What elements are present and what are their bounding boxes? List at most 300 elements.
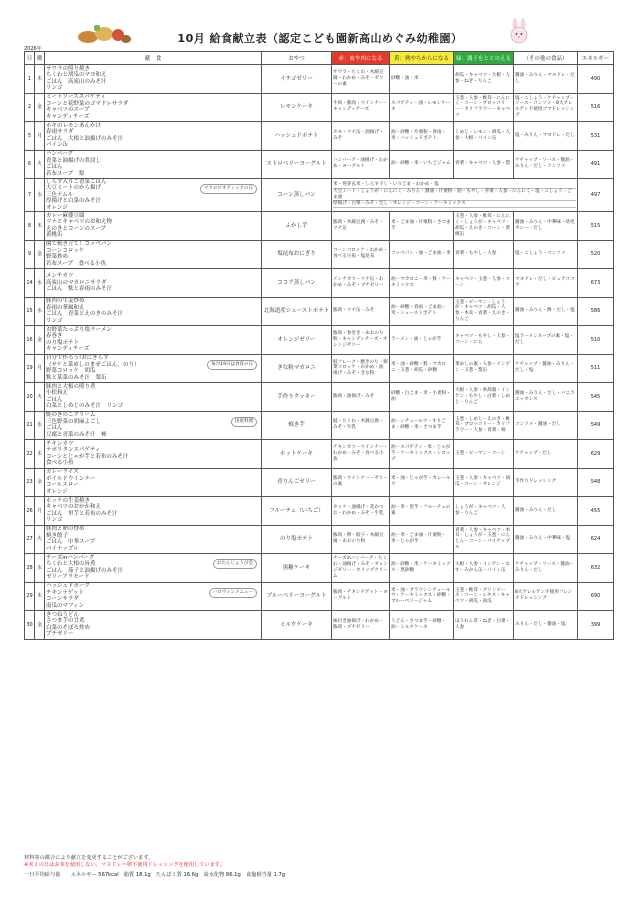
day-cell: 26 [25, 497, 35, 526]
weekday-cell: 水 [35, 179, 45, 212]
menu-item: 三色ナムル [46, 191, 74, 198]
event-badge: おたんじょうび会 [213, 559, 257, 569]
table-row [25, 240, 614, 269]
table-row [25, 440, 614, 469]
menu-cell [45, 383, 262, 412]
menu-item: ホキのレモンあんかけ [46, 122, 102, 129]
red-food-cell: コーンコロッケ・わかめ・食べる小魚・塩昆布 [332, 240, 390, 269]
table-row [25, 65, 614, 94]
menu-item: ごはん [46, 425, 63, 432]
header-other: （その他の食品） [514, 52, 578, 65]
header-weekday: 曜 [35, 52, 45, 65]
snack-cell: オレンジゼリー [262, 326, 332, 355]
header-day: 日 [25, 52, 35, 65]
menu-item: ごはん 麩と春雨のみそ汁 [46, 285, 113, 292]
menu-item: コーンコロッケ [46, 247, 85, 254]
menu-item: カレー麻婆豆腐 [46, 212, 85, 219]
green-food-cell: 大根・人参・インゲン・なす・みかん缶・パイン缶 [454, 554, 514, 583]
ingredients-merged-cell [332, 179, 578, 212]
weekday-cell: 火 [35, 150, 45, 179]
menu-cell [45, 611, 262, 640]
weekday-cell: 金 [35, 468, 45, 497]
day-cell: 22 [25, 440, 35, 469]
table-row [25, 525, 614, 554]
red-food-cell: 豚肉・油揚げ・みそ [332, 383, 390, 412]
menu-item: 自分で作ろう!おにぎらず [46, 355, 109, 362]
weekday-cell: 金 [35, 93, 45, 122]
day-cell: 1 [25, 65, 35, 94]
menu-item: コーンと花野菜のゴマドレサラダ [46, 100, 129, 107]
ingredient-line: 大豆ミート・しょうが・にんにく・みりん・醤油・片栗粉・油・もやし・青菜・人参・にんにく・塩・こしょう・ごま油 [333, 189, 576, 202]
snack-cell: イチゴゼリー [262, 65, 332, 94]
weekday-cell: 月 [35, 497, 45, 526]
menu-item: 春雨の華風和え [46, 304, 85, 311]
header-yellow: 黄：熱やちからになる [390, 52, 454, 65]
menu-item: ゼリーアラモード [46, 574, 90, 581]
red-food-cell: 鮭フレーク・焼きのり・野菜コロッケ・わかめ・油揚げ・みそ・きな粉 [332, 354, 390, 383]
menu-item: ごはん 里芋と若布のみそ汁 [46, 510, 118, 517]
red-food-cell: 味付き油揚げ・わかめ・豚肉・プチゼリー [332, 611, 390, 640]
menu-item: 三色野菜の胡麻よごし [46, 418, 102, 425]
day-cell: 16 [25, 326, 35, 355]
table-row [25, 326, 614, 355]
green-food-cell: 胡瓜・キャベツ・大根・人参・ねぎ・りんご [454, 65, 514, 94]
yellow-food-cell: 油・米・ごま油・片栗粉・米・じゃが芋 [390, 525, 454, 554]
day-cell: 20 [25, 383, 35, 412]
menu-cell [45, 150, 262, 179]
menu-item: 黄桃缶 [46, 232, 63, 239]
day-cell: 8 [25, 212, 35, 241]
energy-cell: 531 [578, 122, 614, 151]
menu-item: チーズinハンバーグ [46, 554, 95, 561]
menu-item: メンチカツ [46, 273, 74, 280]
menu-item: 麩と某菜のみそ汁 梨缶 [46, 374, 107, 381]
weekday-cell: 火 [35, 383, 45, 412]
menu-cell [45, 65, 262, 94]
energy-cell: 548 [578, 468, 614, 497]
snack-cell: ハッシュドポテト [262, 122, 332, 151]
table-row [25, 179, 614, 212]
day-cell: 6 [25, 150, 35, 179]
snack-cell: 黒糖ケーキ [262, 554, 332, 583]
header-green: 緑：調子をととのえる [454, 52, 514, 65]
green-food-cell: キャベツ・玉葱・人参・コーン [454, 269, 514, 298]
red-food-cell: 豚肉・卵・餃子・木綿豆腐・あおのり粉 [332, 525, 390, 554]
menu-item: 豚肉と卵の炒め [46, 526, 85, 533]
other-food-cell: ケチャップ・醤油・みりん・だし・塩 [514, 354, 578, 383]
snack-cell: コーン蒸しパン [262, 179, 332, 212]
menu-cell [45, 240, 262, 269]
green-food-cell: 青菜・もやし・人参 [454, 240, 514, 269]
energy-cell: 545 [578, 383, 614, 412]
energy-cell: 510 [578, 326, 614, 355]
snack-cell: ホットケーキ [262, 440, 332, 469]
menu-cell [45, 269, 262, 298]
red-food-cell: 鮭・ちくわ・木綿豆腐・みそ・牛乳 [332, 411, 390, 440]
yellow-food-cell: 油・米・里芋・フルーチェの素 [390, 497, 454, 526]
day-cell: 7 [25, 179, 35, 212]
menu-item: 高炭山のマカロニサラダ [46, 279, 107, 286]
weekday-cell: 金 [35, 240, 45, 269]
energy-cell: 516 [578, 93, 614, 122]
energy-cell: 632 [578, 554, 614, 583]
day-cell: 29 [25, 582, 35, 611]
menu-item: ハンバーグ [46, 151, 74, 158]
table-row [25, 269, 614, 298]
header-snack: おやつ [262, 52, 332, 65]
menu-item: 若布スープ 梨 [46, 170, 84, 177]
menu-item: パイン缶 [46, 142, 69, 149]
yellow-food-cell: 米・油・じゃが芋・カレールウ [390, 468, 454, 497]
menu-item: 豚肉と大根の照り煮 [46, 383, 96, 390]
other-food-cell: 塩・こしょう・ケチャップ・ソース・コンソメ・8大アレルゲン不使用ゴマドレッシング [514, 93, 578, 122]
menu-item: 園で焼き立て！コッペパン [46, 241, 112, 248]
menu-item: ツナとキャベツのお和え物 [46, 219, 113, 226]
table-row [25, 611, 614, 640]
menu-item: ちくわと大根の旨煮 [46, 561, 96, 568]
red-food-cell: 豚肉・ウインナー・ゼリーの素 [332, 468, 390, 497]
menu-cell [45, 179, 262, 212]
table-row [25, 297, 614, 326]
menu-item: キャンディチーズ [46, 113, 90, 120]
day-cell: 9 [25, 240, 35, 269]
energy-cell: 624 [578, 525, 614, 554]
menu-item: ハッシュドポーク [46, 583, 90, 590]
red-food-cell: チーズinハンバーグ・ちくわ・油揚げ・みそ・オレンジゼリー・ホイップクリーム [332, 554, 390, 583]
event-badge: マクロビオティックの日 [200, 184, 257, 194]
day-cell: 2 [25, 93, 35, 122]
table-row [25, 554, 614, 583]
yellow-food-cell: 米・ごま油・片栗粉・さつま芋 [390, 212, 454, 241]
menu-item: のり塩ポテト [46, 339, 80, 346]
weekday-cell: 金 [35, 326, 45, 355]
event-badge: 国産料理 [231, 417, 257, 427]
red-food-cell: 牛肉・豚肉・ウインナー・キャンディチーズ [332, 93, 390, 122]
weekday-cell: 水 [35, 554, 45, 583]
menu-item: ごはん 大根と油揚げのみそ汁 [46, 135, 124, 142]
menu-cell [45, 525, 262, 554]
weekday-cell: 月 [35, 354, 45, 383]
green-food-cell: 菜めしの素・人参・インゲン・玉葱・梨缶 [454, 354, 514, 383]
snack-cell: 焼き芋 [262, 411, 332, 440]
snack-cell: 北海道産シューストポテト [262, 297, 332, 326]
other-food-cell: ケチャップ・ソース・醤油・みりん・だし [514, 554, 578, 583]
yellow-food-cell: スパゲティ・油・レモンケーキ [390, 93, 454, 122]
menu-item: 厚揚げと白菜のみそ汁 [46, 198, 102, 205]
menu-item: きつねうどん [46, 611, 80, 618]
menu-item: ごはん [46, 164, 63, 171]
year-label: 2026年 [24, 46, 42, 52]
snack-cell: のり塩ポテト [262, 525, 332, 554]
yellow-food-cell: 油・砂糖・片栗粉・春雨・米・ハッシュドポテト [390, 122, 454, 151]
snack-cell: ストロベリーヨーグルト [262, 150, 332, 179]
yellow-food-cell: コッペパン・油・ごま油・米 [390, 240, 454, 269]
menu-item: チキンカツ [46, 440, 74, 447]
menu-cell [45, 497, 262, 526]
green-food-cell: 玉葱・人参・椎茸・にんにく・コーン・ブロッコリー・カリフラワー・キャベツ [454, 93, 514, 122]
red-food-cell: 豚肉・チキンナゲット・ヨーグルト [332, 582, 390, 611]
snack-cell: 手作りクッキー [262, 383, 332, 412]
menu-item: コーンサラダ [46, 596, 79, 603]
menu-item: 白菜のそぼろ炒め [46, 624, 91, 631]
menu-item: ごはん 茄子と油揚げのみそ汁 [46, 567, 124, 574]
weekday-cell: 月 [35, 122, 45, 151]
menu-item: 南瓜のマフィン [46, 602, 85, 609]
menu-item: 食べる小魚 [46, 460, 74, 467]
energy-cell: 399 [578, 611, 614, 640]
menu-item: カレーライス [46, 469, 79, 476]
table-row [25, 582, 614, 611]
yellow-food-cell: 油・砂糖・米・いちごジャム [390, 150, 454, 179]
note-mayo: ※米１の日はお米を使用しない、マヨドレ＝卵不使用ドレッシングを使用しています。 [24, 862, 225, 868]
green-food-cell: ほうれん草・ねぎ・白菜・人参 [454, 611, 514, 640]
yellow-food-cell: 砂糖・白ごま・米・小麦粉・油 [390, 383, 454, 412]
menu-item: 小松和え [46, 390, 69, 397]
menu-item: 豚肉の生姜炒め [46, 298, 85, 305]
menu-item: リンゴ [46, 317, 63, 324]
energy-cell: 629 [578, 440, 614, 469]
table-row [25, 150, 614, 179]
event-badge: ハロウィンメニュー [209, 588, 257, 598]
other-food-cell: 醤油・みりん・中華味・塩 [514, 525, 578, 554]
other-food-cell: コンソメ・醤油・だし [514, 411, 578, 440]
menu-item: ボイルドウインナー [46, 475, 96, 482]
day-cell: 5 [25, 122, 35, 151]
menu-cell [45, 122, 262, 151]
menu-item: オレンジ [46, 488, 68, 495]
table-row [25, 497, 614, 526]
page-title: 10月 給食献立表（認定こども園新高山めぐみ幼稚園） [177, 32, 463, 45]
menu-item: 大豆ミートのから揚げ [46, 185, 102, 192]
menu-cell [45, 354, 262, 383]
yellow-food-cell: 砂糖・油・米 [390, 65, 454, 94]
menu-cell [45, 411, 262, 440]
menu-item: （サケと菜めしのまぜごはん、のり） [46, 361, 140, 368]
weekday-cell: 水 [35, 269, 45, 298]
menu-item: ナポリタンスパゲティ [46, 447, 101, 454]
menu-item: しらす入りご香菜ごはん [46, 179, 107, 185]
green-food-cell: 玉葱・椎茸・グリンピース・コーン・レタス・キャベツ・胡瓜・南瓜 [454, 582, 514, 611]
menu-item: キャンディチーズ [46, 346, 90, 353]
menu-item: ごはん 中華スープ [46, 539, 95, 546]
day-cell: 19 [25, 354, 35, 383]
other-food-cell: みりん・だし・醤油・塩 [514, 611, 578, 640]
day-cell: 27 [25, 525, 35, 554]
table-row [25, 411, 614, 440]
menu-item: ちくわと胡瓜のマヨ和え [46, 72, 107, 79]
snack-cell: ブルーベリーヨーグルト [262, 582, 332, 611]
snack-cell: ミルクケーキ [262, 611, 332, 640]
day-cell: 30 [25, 611, 35, 640]
snack-cell: レモンケーキ [262, 93, 332, 122]
menu-cell [45, 212, 262, 241]
energy-cell: 455 [578, 497, 614, 526]
menu-item: 青菜と油揚げの煮浸し [46, 157, 102, 164]
day-cell: 21 [25, 411, 35, 440]
event-badge: 毎月19日は食育の日 [207, 360, 257, 370]
table-row [25, 354, 614, 383]
header-red: 赤：血や肉になる [332, 52, 390, 65]
menu-item: リンゴ [46, 85, 63, 92]
green-food-cell: 青菜・人参・キャベツ・木耳・しょうが・玉葱・にんじん・コーン・パイナップル [454, 525, 514, 554]
table-row [25, 93, 614, 122]
weekday-cell: 木 [35, 65, 45, 94]
yellow-food-cell: 油・シチュールウ・すりごま・砂糖・米・さつま芋 [390, 411, 454, 440]
other-food-cell: 醤油・みりん・だし [514, 497, 578, 526]
menu-item: オレンジ [46, 204, 68, 211]
energy-cell: 549 [578, 411, 614, 440]
other-food-cell: 醤油・みりん・酢・だし・塩 [514, 297, 578, 326]
menu-item: サワラの照り焼き [46, 65, 91, 72]
energy-cell: 515 [578, 212, 614, 241]
menu-item: キャベツのおかか和え [46, 504, 102, 511]
yellow-food-cell: 油・スパゲティ・米・じゃが芋・ケーキミックス・シロップ [390, 440, 454, 469]
menu-item: 春雨サラダ [46, 129, 74, 136]
menu-item: パイナップル [46, 545, 79, 552]
table-row [25, 468, 614, 497]
menu-cell [45, 440, 262, 469]
red-food-cell: メンチカツ・ツナ缶・わかめ・みそ・プチゼリー [332, 269, 390, 298]
green-food-cell: キャベツ・もやし・人参・コーン・にら [454, 326, 514, 355]
red-food-cell: 豚肉・ツナ缶・みそ [332, 297, 390, 326]
yellow-food-cell: 油・砂糖・米・ケーキミックス・黒砂糖 [390, 554, 454, 583]
menu-table [24, 51, 614, 640]
menu-item: 春巻き [46, 333, 63, 340]
menu-cell [45, 93, 262, 122]
menu-item: ごはん 高炭山のみそ汁 [46, 78, 107, 85]
snack-cell: きな粉マカロニ [262, 354, 332, 383]
green-food-cell: 玉葱・人参・キャベツ・胡瓜・コーン・オレンジ [454, 468, 514, 497]
other-food-cell: 醤油・みりん・中華味・幼児カレー・だし [514, 212, 578, 241]
menu-item: リンゴ [46, 517, 63, 524]
other-food-cell: 塩・こしょう・コンソメ [514, 240, 578, 269]
green-food-cell: 玉葱・人参・椎茸・にんにく・しょうが・キャベツ・胡瓜・えのき・コーン・黄桃缶 [454, 212, 514, 241]
menu-item: ごはん [46, 396, 63, 403]
menu-item: ホッケの生姜焼き [46, 497, 91, 504]
table-header-row [25, 52, 614, 65]
menu-cell [45, 468, 262, 497]
energy-cell: 673 [578, 269, 614, 298]
other-food-cell: 手作りドレッシング [514, 468, 578, 497]
weekday-cell: 水 [35, 411, 45, 440]
note-nutrition: 一日平均給与量 エネルギー 567kcal 脂質 18.1g たんぱく質 16.6g 炭水化物 86.1g 食塩相当量 1.7g [24, 872, 286, 878]
energy-cell: 520 [578, 240, 614, 269]
energy-cell: 586 [578, 297, 614, 326]
table-row [25, 383, 614, 412]
day-cell: 23 [25, 468, 35, 497]
menu-item: プチゼリー [46, 631, 74, 638]
menu-item: 野菜炒め [46, 254, 69, 261]
menu-cell [45, 554, 262, 583]
snack-cell: 青りんごゼリー [262, 468, 332, 497]
energy-cell: 490 [578, 65, 614, 94]
header-menu: 献 食 [45, 52, 262, 65]
menu-cell [45, 582, 262, 611]
weekday-cell: 火 [35, 525, 45, 554]
green-food-cell: 青菜・キャベツ・人参・梨 [454, 150, 514, 179]
day-cell: 15 [25, 297, 35, 326]
other-food-cell: マヨドレ・だし・ピュアココア [514, 269, 578, 298]
green-food-cell: 大根・人参・糸蒟蒻・インゲン・もやし・白菜・しめじ・りんご [454, 383, 514, 412]
day-cell: 14 [25, 269, 35, 298]
yellow-food-cell: 米・油・砂糖・麩・マカロニ・玉葱・胡瓜・砂糖 [390, 354, 454, 383]
green-food-cell: 玉葱・しめじ・えのき・椎茸・ブロッコリー・カリフラワー・人参・青菜・柿 [454, 411, 514, 440]
red-food-cell: ホッケ・油揚げ・花かつお・わかめ・みそ・牛乳 [332, 497, 390, 526]
menu-item: 野菜コロッケ 胡瓜 [46, 368, 96, 375]
menu-item: お野菜たっぷり塩ラーメン [46, 326, 112, 333]
menu-item: コーンとじゃが芋と若布のみそ汁 [46, 453, 129, 460]
other-food-cell: 塩・みりん・マヨドレ・だし [514, 122, 578, 151]
other-food-cell: 醤油・みりん・マヨドレ・だし [514, 65, 578, 94]
snack-cell: フルーチェ（いちご） [262, 497, 332, 526]
other-food-cell: 8大アレルゲン不使用フレンチドレッシング [514, 582, 578, 611]
snack-cell: 塩昆布おにぎり [262, 240, 332, 269]
energy-cell: 497 [578, 179, 614, 212]
energy-cell: 690 [578, 582, 614, 611]
note-change: 材料等の都合により献立を変更することがございます。 [24, 855, 154, 861]
menu-item: チキンナゲット [46, 589, 85, 596]
weekday-cell: 水 [35, 297, 45, 326]
red-food-cell: ホキ・ツナ缶・油揚げ・みそ [332, 122, 390, 151]
menu-item: 豆腐と青菜のみそ汁 柿 [46, 431, 107, 438]
yellow-food-cell: 油・砂糖・春雨・ごま油・米・シューストポテト [390, 297, 454, 326]
red-food-cell: 豚肉・春巻き・あおのり粉・キャンディチーズ・オレンジゼリー [332, 326, 390, 355]
menu-item: 白菜としめじのみそ汁 リンゴ [46, 403, 124, 410]
menu-cell [45, 297, 262, 326]
page-header [0, 0, 640, 52]
green-food-cell: 玉葱・ピーマン・コーン [454, 440, 514, 469]
energy-cell: 511 [578, 354, 614, 383]
day-cell: 28 [25, 554, 35, 583]
yellow-food-cell: うどん・さつま芋・砂糖・油・ミルクケーキ [390, 611, 454, 640]
menu-item: キャベツのスープ [46, 107, 90, 114]
ingredient-line: 米・発芽玄米・しらす干し・いりごま・わかめ・塩 [333, 182, 576, 189]
snack-cell: ココア蒸しパン [262, 269, 332, 298]
yellow-food-cell: 米・油・ブラウンシチュールウ・ケーキミックス・砂糖・ブルーベリージャム [390, 582, 454, 611]
red-food-cell: サワラ・ちくわ・木綿豆腐・わかめ・みそ・ゼリーの素 [332, 65, 390, 94]
header-energy: エネルギー [578, 52, 614, 65]
menu-item: ミートソーススパゲティ [46, 94, 106, 101]
other-food-cell: 醤油・みりん・だし・バニラエッセンス [514, 383, 578, 412]
menu-item: 焼き餃子 [46, 532, 69, 539]
weekday-cell: 木 [35, 440, 45, 469]
green-food-cell: しめじ・レモン・胡瓜・人参・大根・パイン缶 [454, 122, 514, 151]
menu-item: さつま芋の甘煮 [46, 618, 85, 625]
menu-item: ごはん 青菜とえのきのみそ汁 [46, 311, 124, 318]
table-row [25, 212, 614, 241]
energy-cell: 491 [578, 150, 614, 179]
menu-item: 鮭のきのこクリーム [46, 412, 96, 419]
menu-cell [45, 326, 262, 355]
menu-item: えのきとコーンのスープ [46, 225, 106, 232]
red-food-cell: ハンバーグ・油揚げ・わかめ・ヨーグルト [332, 150, 390, 179]
yellow-food-cell: 油・マカロニ・米・麩・ケーキミックス [390, 269, 454, 298]
other-food-cell: ケチャップ・ソース・醤油・みりん・だし・コンソメ [514, 150, 578, 179]
menu-item: 若布スープ 食べる小魚 [46, 260, 106, 267]
weekday-cell: 木 [35, 582, 45, 611]
other-food-cell: 塩ラーメンスープの素・塩・だし [514, 326, 578, 355]
ingredient-line: 厚揚げ・白菜・みそ・だし・オレンジ・コーン・ケーキミックス [333, 201, 576, 208]
weekday-cell: 金 [35, 611, 45, 640]
green-food-cell: しょうが・キャベツ・人参・りんご [454, 497, 514, 526]
weekday-cell: 木 [35, 212, 45, 241]
other-food-cell: ケチャップ・だし [514, 440, 578, 469]
menu-item: コールスロー [46, 482, 79, 489]
snack-cell: ふかし芋 [262, 212, 332, 241]
yellow-food-cell: ラーメン・油・じゃが芋 [390, 326, 454, 355]
red-food-cell: チキンカツ・ウインナー・わかめ・みそ・食べる小魚 [332, 440, 390, 469]
table-row [25, 122, 614, 151]
